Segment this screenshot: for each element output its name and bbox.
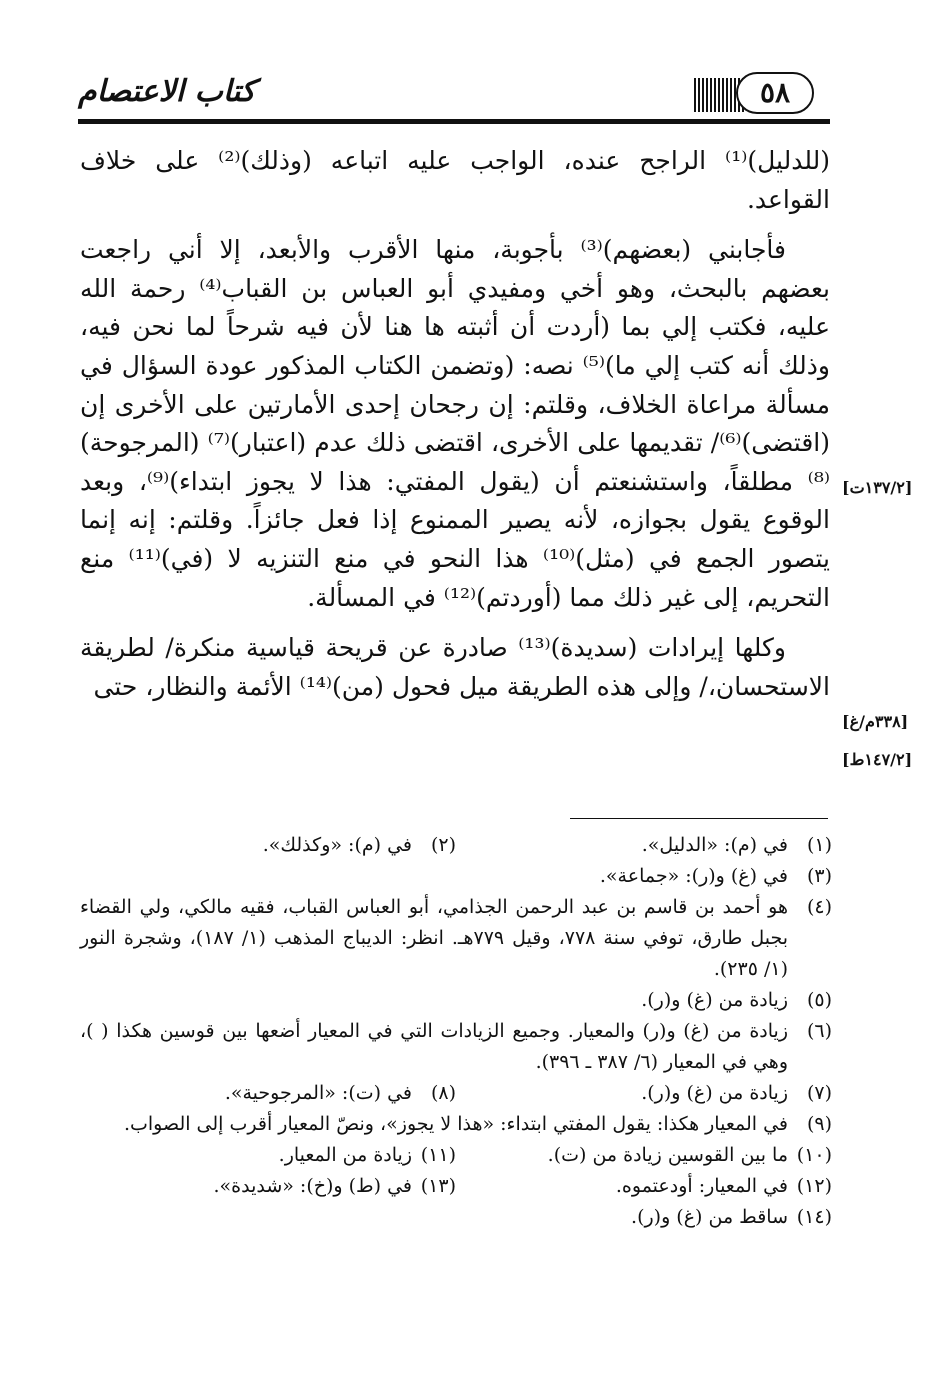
paragraph-3: وكلها إيرادات (سديدة)⁽¹³⁾ صادرة عن قريحة قياسية منكرة/ لطريقة الاستحسان،/ وإلى هذه الطريقة ميل فحول (من)⁽¹⁴⁾ الأئمة والنظار، حتى: [80, 633, 830, 701]
footnote-row: [80, 1016, 832, 1078]
footnote-text: في (ت): «المرجوحية».: [224, 1082, 412, 1104]
footnote-row: [80, 1171, 832, 1202]
main-text: [80, 142, 830, 718]
footnote-number: (٦): [806, 1020, 832, 1042]
footnote-text: زيادة من (غ) و(ر).: [641, 1082, 788, 1104]
footnote-text: في (م): «الدليل».: [641, 834, 788, 856]
page-header: [78, 62, 830, 124]
footnote-row: [80, 1078, 832, 1109]
footnote-text: هو أحمد بن قاسم بن عبد الرحمن الجذامي، أبو العباس القباب، فقيه مالكي، ولي القضاء بجبل طارق، توفي سنة ٧٧٨، وقيل ٧٧٩هـ. انظر: الديباج المذهب (١/ ١٨٧)، وشجرة النور (١/ ٢٣٥).: [80, 896, 788, 980]
margin-note-edition-t: [١٤٧/٢ط]: [842, 750, 913, 769]
running-title: كتاب الاعتصام: [78, 74, 256, 109]
footnote-row: [80, 861, 832, 892]
footnote-text: في (ط) و(خ): «شديدة».: [213, 1175, 412, 1197]
footnote-number: (١١): [420, 1144, 456, 1166]
footnote-text: زيادة من (غ) و(ر).: [641, 989, 788, 1011]
margin-note-manuscript-t: [١٣٧/٢ت]: [842, 478, 913, 497]
page-number: ٥٨: [736, 72, 814, 114]
footnote-number: (٢): [430, 834, 456, 856]
paragraph-1: (للدليل)⁽¹⁾ الراجح عنده، الواجب عليه اتباعه (وذلك)⁽²⁾ على خلاف القواعد.: [80, 146, 830, 214]
footnote-text: في (م): «وكذلك».: [262, 834, 412, 856]
footnote-text: في المعيار هكذا: يقول المفتي ابتداء: «هذا لا يجوز»، ونصّ المعيار أقرب إلى الصواب.: [123, 1113, 788, 1135]
footnote-number: (٣): [806, 865, 832, 887]
footnote-row: [80, 1109, 832, 1140]
footnote-row: [80, 1202, 832, 1233]
footnote-text: في المعيار: أودعتموه.: [615, 1175, 788, 1197]
footnote-row: [80, 892, 832, 985]
header-divider: [78, 119, 830, 124]
page-number-badge: [710, 68, 830, 116]
footnote-text: زيادة من (غ) و(ر) والمعيار. وجميع الزيادات التي في المعيار أضعها بين قوسين هكذا ( )، وهي في المعيار (٦/ ٣٨٧ ـ ٣٩٦).: [80, 1020, 788, 1073]
footnote-row: [80, 1140, 832, 1171]
footnote-number: (٤): [806, 896, 832, 918]
footnote-text: ساقط من (غ) و(ر).: [631, 1206, 788, 1228]
footnote-text: في (غ) و(ر): «جماعة».: [599, 865, 788, 887]
footnote-number: (٨): [430, 1082, 456, 1104]
footnote-number: (١٠): [796, 1144, 832, 1166]
footnote-number: (١٣): [420, 1175, 456, 1197]
footnote-number: (١): [806, 834, 832, 856]
footnote-row: [80, 985, 832, 1016]
footnote-number: (٧): [806, 1082, 832, 1104]
footnote-number: (٥): [806, 989, 832, 1011]
footnote-number: (٩): [806, 1113, 832, 1135]
margin-note-manuscript-gh: [٣٣٨م/غ]: [842, 712, 909, 731]
footnote-row: [80, 830, 832, 861]
footnote-text: زيادة من المعيار.: [278, 1144, 412, 1166]
footnote-divider: [570, 818, 828, 819]
footnotes: [80, 830, 832, 1233]
footnote-number: (١٤): [796, 1206, 832, 1228]
footnote-number: (١٢): [796, 1175, 832, 1197]
paragraph-2: فأجابني (بعضهم)⁽³⁾ بأجوبة، منها الأقرب والأبعد، إلا أني راجعت بعضهم بالبحث، وهو أخي ومفيدي أبو العباس بن القباب⁽⁴⁾ رحمة الله عليه، فكتب إلي بما (أردت أن أثبته ها هنا لأن فيه شرحاً لما نحن فيه، وذلك أنه كتب إلي ما)⁽⁵⁾ نصه: (وتضمن الكتاب المذكور عودة السؤال في مسألة مراعاة الخلاف، وقلتم: إن رجحان إحدى الأمارتين على الأخرى إن (اقتضى)⁽⁶⁾/ تقديمها على الأخرى، اقتضى ذلك عدم (اعتبار)⁽⁷⁾ (المرجوحة)⁽⁸⁾ مطلقاً، واستشنعتم أن (يقول المفتي: هذا لا يجوز ابتداء)⁽⁹⁾، وبعد الوقوع يقول بجوازه، لأنه يصير الممنوع إذا فعل جائزاً. وقلتم: إنه إنما يتصور الجمع في (مثل)⁽¹⁰⁾ هذا النحو في منع التنزيه لا (في)⁽¹¹⁾ منع التحريم، إلى غير ذلك مما (أوردتم)⁽¹²⁾ في المسألة.: [80, 235, 830, 612]
footnote-text: ما بين القوسين زيادة من (ت).: [547, 1144, 788, 1166]
